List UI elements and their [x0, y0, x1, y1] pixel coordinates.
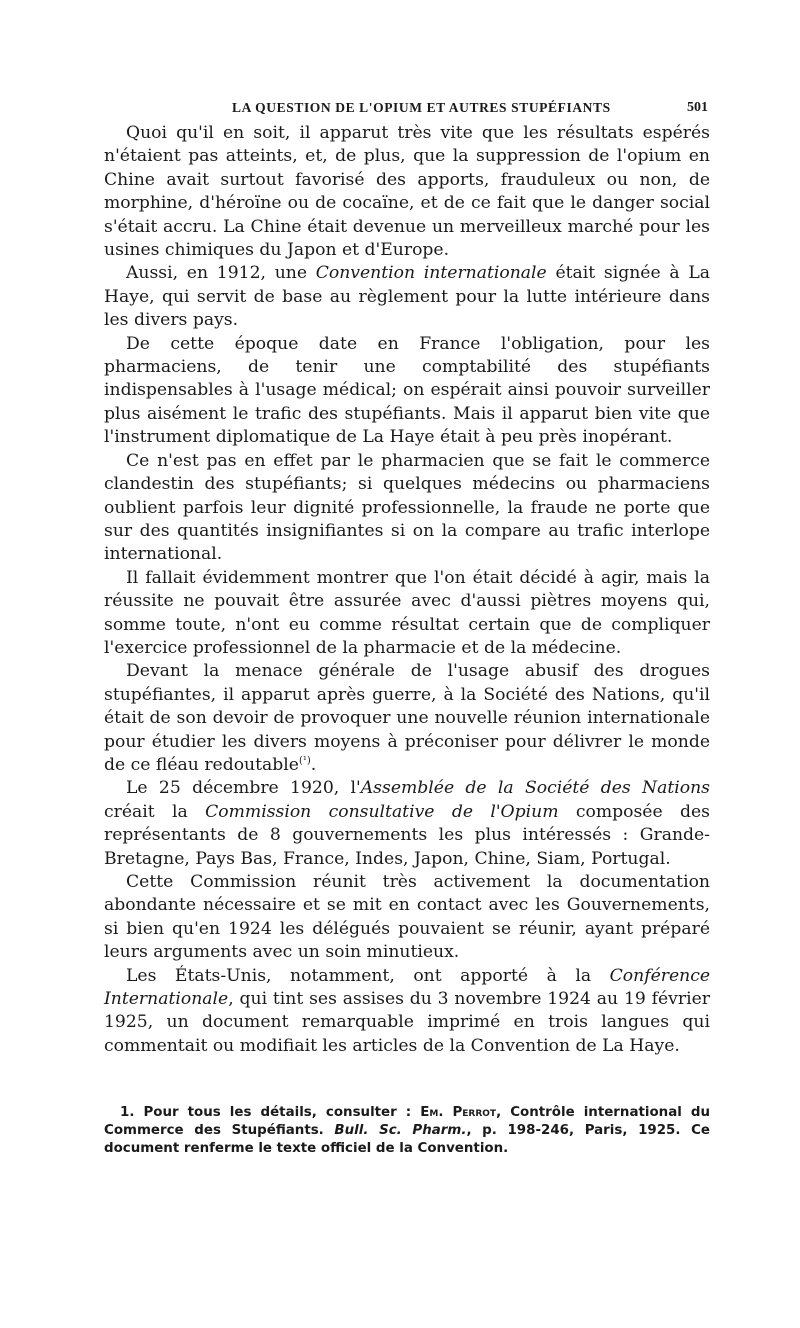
paragraph-2: [104, 262, 710, 332]
paragraph-3: De cette époque date en France l'obligation, pour les pharmaciens, de tenir une comptabilité des stupéfiants indispensables à l'usage médical; on espérait ainsi pouvoir surveiller plus aisément le trafic des stupéfiants. Mais il apparut bien vite que l'instrument diplomatique de La Haye était à peu près inopérant.: [104, 333, 710, 448]
paragraph-1: Quoi qu'il en soit, il apparut très vite que les résultats espérés n'étaient pas atteints, et, de plus, que la suppression de l'opium en Chine avait surtout favorisé des apports, frauduleux ou non, de morphine, d'héroïne ou de cocaïne, et de ce fait que le danger social s'était accru. La Chine était devenue un merveilleux marché pour les usines chimiques du Japon et d'Europe.: [104, 123, 710, 261]
paragraph-2-emphasis: Convention internationale: [315, 263, 547, 284]
paragraph-6: [104, 660, 710, 777]
paragraph-7-emphasis-2: Commission consultative de l'Opium: [205, 801, 559, 822]
paragraph-9-emphasis: Conférence Internationale: [104, 965, 710, 1010]
footnote-text-a: 1. Pour tous les détails, consulter :: [120, 1105, 421, 1120]
footnote-journal: Bull. Sc. Pharm.: [334, 1123, 467, 1139]
paragraph-9-text-a: Les États-Unis, notamment, ont apporté à la: [126, 965, 610, 986]
footnote-text-c: , p. 198-246, Paris, 1925. Ce document renferme le texte officiel de la Convention.: [104, 1123, 710, 1157]
paragraph-9: [104, 965, 710, 1059]
paragraph-7: [104, 777, 710, 871]
body-text: [104, 122, 710, 1058]
footnote: [104, 1104, 710, 1159]
paragraph-7-text-c: composée des représentants de 8 gouvernements les plus intéressés : Grande-Bretagne, Pays Bas, France, Indes, Japon, Chine, Siam, Portugal.: [104, 801, 710, 869]
page-number: 501: [687, 100, 708, 115]
paragraph-2-text-a: Aussi, en 1912, une: [126, 263, 316, 284]
paragraph-5: Il fallait évidemment montrer que l'on était décidé à agir, mais la réussite ne pouvait être assurée avec d'aussi piètres moyens qui, somme toute, n'ont eu comme résultat certain que de compliquer l'exercice professionnel de la pharmacie et de la médecine.: [104, 567, 710, 658]
paragraph-6-text-b: .: [310, 754, 317, 775]
footnote-text-b: , Contrôle international du Commerce des Stupéfiants.: [104, 1105, 711, 1139]
paragraph-9-text-b: , qui tint ses assises du 3 novembre 1924 au 19 février 1925, un document remarquable imprimé en trois langues qui commentait ou modifiait les articles de la Convention de La Haye.: [104, 989, 710, 1056]
paragraph-2-text-b: était signée à La Haye, qui servit de base au règlement pour la lutte intérieure dans les divers pays.: [104, 263, 710, 331]
running-title: LA QUESTION DE L'OPIUM ET AUTRES STUPÉFIANTS: [232, 100, 611, 115]
paragraph-4: Ce n'est pas en effet par le pharmacien que se fait le commerce clandestin des stupéfiants; si quelques médecins ou pharmaciens oublient parfois leur dignité professionnelle, la fraude ne porte que sur des quantités insignifiantes si on la compare au trafic interlope international.: [104, 450, 710, 565]
paragraph-7-text-a: Le 25 décembre 1920, l': [126, 778, 361, 799]
footnote-reference: (¹): [298, 755, 311, 767]
paragraph-7-emphasis-1: Assemblée de la Société des Nations: [360, 778, 710, 799]
paragraph-6-text-a: Devant la menace générale de l'usage abusif des drogues stupéfiantes, il apparut après guerre, à la Société des Nations, qu'il était de son devoir de provoquer une nouvelle réunion internationale pour étudier les divers moyens à préconiser pour délivrer le monde de ce fléau redoutable: [104, 661, 710, 775]
paragraph-8: Cette Commission réunit très activement la documentation abondante nécessaire et se mit en contact avec les Gouvernements, si bien qu'en 1924 les délégués pouvaient se réunir, ayant préparé leurs arguments avec un soin minutieux.: [104, 872, 710, 963]
footnote-author: Em. Perrot: [420, 1105, 497, 1120]
paragraph-7-text-b: créait la: [104, 801, 206, 822]
